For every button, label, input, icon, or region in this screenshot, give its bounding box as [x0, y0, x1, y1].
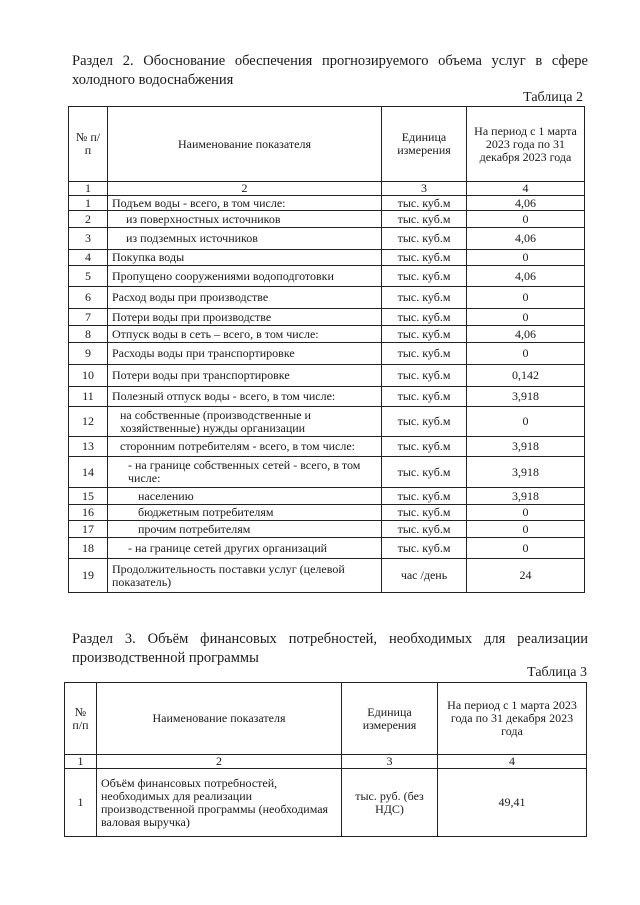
row-name: Расходы воды при транспортировке: [108, 343, 382, 365]
row-number: 9: [69, 343, 108, 365]
colnum: 3: [382, 182, 467, 196]
colnum: 2: [108, 182, 382, 196]
row-number: 3: [69, 228, 108, 250]
row-unit: тыс. куб.м: [382, 505, 467, 521]
table3-header-row: [65, 683, 587, 755]
table-row: [69, 266, 585, 287]
row-number: 8: [69, 326, 108, 343]
table-row: [69, 488, 585, 505]
row-value: 4,06: [467, 266, 585, 287]
row-name: сторонним потребителям - всего, в том числе:: [108, 437, 382, 457]
row-name: на собственные (производственные и хозяйственные) нужды организации: [108, 407, 382, 437]
row-name: населению: [108, 488, 382, 505]
row-name: Расход воды при производстве: [108, 287, 382, 309]
row-unit: тыс. куб.м: [382, 228, 467, 250]
table-row: [69, 326, 585, 343]
row-unit: тыс. куб.м: [382, 196, 467, 211]
row-unit: тыс. куб.м: [382, 521, 467, 538]
row-value: 0: [467, 343, 585, 365]
table-row: [69, 211, 585, 228]
row-number: 6: [69, 287, 108, 309]
row-value: 0: [467, 211, 585, 228]
table-row: [69, 559, 585, 593]
row-number: 12: [69, 407, 108, 437]
row-name: Покупка воды: [108, 250, 382, 266]
table3-colnum-row: [65, 755, 587, 769]
row-value: 0,142: [467, 365, 585, 387]
row-unit: тыс. куб.м: [382, 365, 467, 387]
row-number: 16: [69, 505, 108, 521]
header-period: На период с 1 марта 2023 года по 31 декабря 2023 года: [438, 683, 587, 755]
row-unit: тыс. куб.м: [382, 250, 467, 266]
row-unit: тыс. куб.м: [382, 488, 467, 505]
row-name: прочим потребителям: [108, 521, 382, 538]
row-name: бюджетным потребителям: [108, 505, 382, 521]
header-num: № п/п: [69, 107, 108, 182]
colnum: 2: [97, 755, 342, 769]
row-unit: тыс. куб.м: [382, 287, 467, 309]
row-value: 0: [467, 250, 585, 266]
row-number: 10: [69, 365, 108, 387]
row-unit: тыс. куб.м: [382, 387, 467, 407]
header-unit: Единица измерения: [382, 107, 467, 182]
table-3: [64, 682, 587, 837]
table-2: [68, 106, 585, 593]
row-name: Пропущено сооружениями водоподготовки: [108, 266, 382, 287]
row-value: 3,918: [467, 488, 585, 505]
row-value: 3,918: [467, 457, 585, 488]
table2-label: Таблица 2: [523, 90, 583, 105]
row-name: Полезный отпуск воды - всего, в том числе:: [108, 387, 382, 407]
row-number: 5: [69, 266, 108, 287]
table-row: [69, 437, 585, 457]
row-name: - на границе сетей других организаций: [108, 538, 382, 559]
header-unit: Единица измерения: [342, 683, 438, 755]
row-name: Потери воды при транспортировке: [108, 365, 382, 387]
row-unit: тыс. куб.м: [382, 326, 467, 343]
row-unit: тыс. куб.м: [382, 266, 467, 287]
section2-heading: Раздел 2. Обоснование обеспечения прогнозируемого объема услуг в сфере холодного водоснабжения: [72, 53, 588, 88]
row-value: 0: [467, 521, 585, 538]
row-value: 49,41: [438, 769, 587, 837]
row-unit: тыс. куб.м: [382, 211, 467, 228]
header-name: Наименование показателя: [108, 107, 382, 182]
row-value: 0: [467, 538, 585, 559]
table-row: [69, 365, 585, 387]
colnum: 1: [65, 755, 97, 769]
table-row: [69, 505, 585, 521]
table2-header-row: [69, 107, 585, 182]
row-number: 15: [69, 488, 108, 505]
colnum: 4: [467, 182, 585, 196]
table-row: [69, 250, 585, 266]
table-row: [69, 343, 585, 365]
header-period: На период с 1 марта 2023 года по 31 декабря 2023 года: [467, 107, 585, 182]
row-name: из подземных источников: [108, 228, 382, 250]
table-row: [69, 457, 585, 488]
table-row: [69, 538, 585, 559]
colnum: 4: [438, 755, 587, 769]
row-unit: тыс. куб.м: [382, 437, 467, 457]
row-name: Потери воды при производстве: [108, 309, 382, 326]
row-unit: тыс. куб.м: [382, 343, 467, 365]
row-number: 1: [69, 196, 108, 211]
row-number: 19: [69, 559, 108, 593]
row-number: 7: [69, 309, 108, 326]
table-row: [69, 228, 585, 250]
row-number: 11: [69, 387, 108, 407]
row-value: 4,06: [467, 196, 585, 211]
row-value: 3,918: [467, 387, 585, 407]
table2-colnum-row: [69, 182, 585, 196]
row-value: 0: [467, 407, 585, 437]
row-unit: тыс. куб.м: [382, 407, 467, 437]
row-number: 1: [65, 769, 97, 837]
table-row: [69, 407, 585, 437]
table-row: [69, 196, 585, 211]
row-name: Отпуск воды в сеть – всего, в том числе:: [108, 326, 382, 343]
row-name: Подъем воды - всего, в том числе:: [108, 196, 382, 211]
row-name: - на границе собственных сетей - всего, в том числе:: [108, 457, 382, 488]
row-name: Объём финансовых потребностей, необходимых для реализации производственной программы (необходимая валовая выручка): [97, 769, 342, 837]
row-unit: тыс. куб.м: [382, 309, 467, 326]
row-unit: тыс. куб.м: [382, 457, 467, 488]
row-name: Продолжительность поставки услуг (целевой показатель): [108, 559, 382, 593]
row-value: 0: [467, 505, 585, 521]
table-row: [69, 521, 585, 538]
row-name: из поверхностных источников: [108, 211, 382, 228]
row-number: 2: [69, 211, 108, 228]
row-number: 17: [69, 521, 108, 538]
table-row: [69, 387, 585, 407]
row-value: 4,06: [467, 326, 585, 343]
row-number: 18: [69, 538, 108, 559]
section3-heading: Раздел 3. Объём финансовых потребностей, необходимых для реализации производственной программы: [72, 631, 588, 666]
header-num: № п/п: [65, 683, 97, 755]
colnum: 1: [69, 182, 108, 196]
row-number: 13: [69, 437, 108, 457]
table-row: [69, 287, 585, 309]
row-number: 4: [69, 250, 108, 266]
row-value: 0: [467, 309, 585, 326]
row-value: 3,918: [467, 437, 585, 457]
table-row: [69, 309, 585, 326]
row-value: 0: [467, 287, 585, 309]
row-unit: тыс. руб. (без НДС): [342, 769, 438, 837]
row-value: 4,06: [467, 228, 585, 250]
table-row: [65, 769, 587, 837]
table3-label: Таблица 3: [527, 665, 587, 680]
row-number: 14: [69, 457, 108, 488]
colnum: 3: [342, 755, 438, 769]
row-value: 24: [467, 559, 585, 593]
row-unit: тыс. куб.м: [382, 538, 467, 559]
row-unit: час /день: [382, 559, 467, 593]
header-name: Наименование показателя: [97, 683, 342, 755]
